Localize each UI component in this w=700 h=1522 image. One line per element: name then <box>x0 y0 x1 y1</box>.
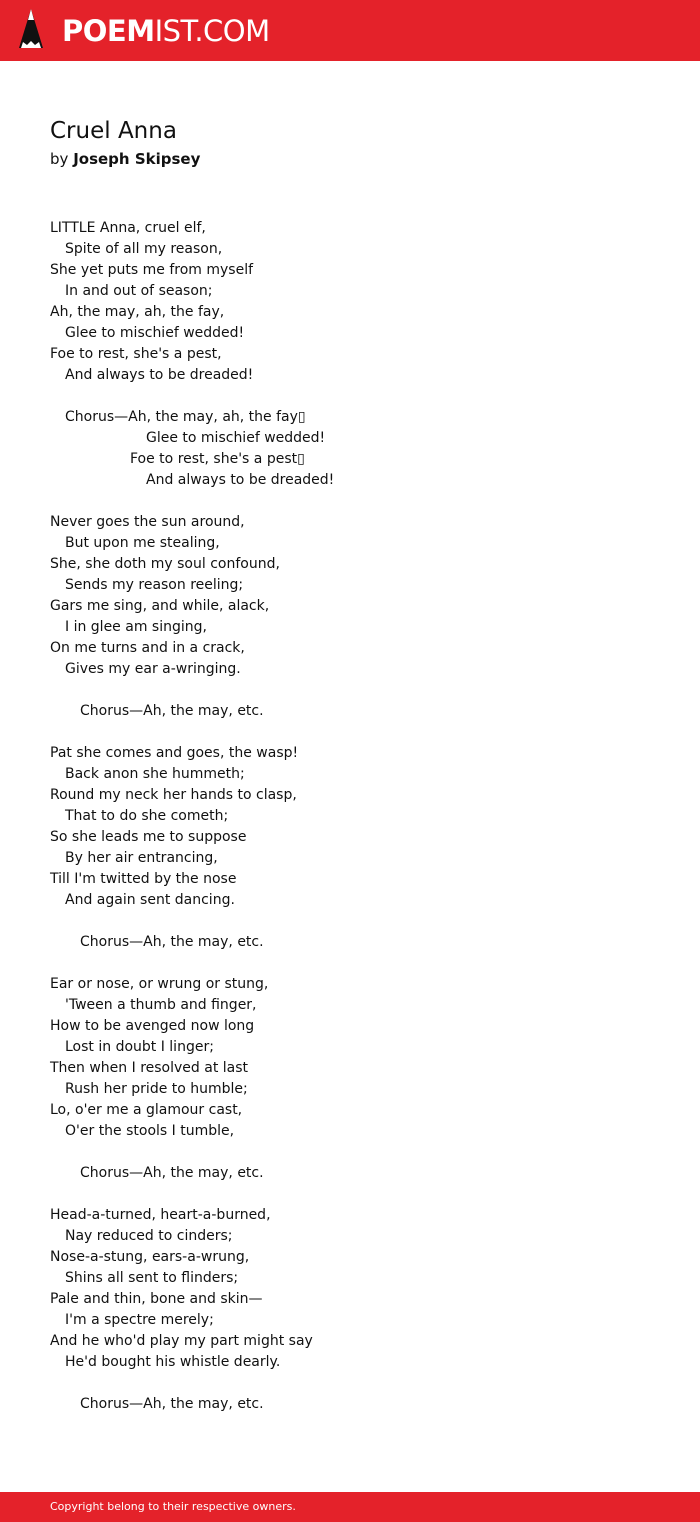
poem-line: LITTLE Anna, cruel elf, <box>50 220 206 236</box>
poem-line: Nose-a-stung, ears-a-wrung, <box>50 1249 250 1265</box>
poem-line: Spite of all my reason, <box>65 241 223 257</box>
poem-title: Cruel Anna <box>50 118 177 144</box>
stanza-break <box>50 953 670 974</box>
poem-line: She, she doth my soul confound, <box>50 556 280 572</box>
stanza-break <box>50 386 670 407</box>
poem-line: And always to be dreaded! <box>65 367 254 383</box>
poem-body <box>50 218 670 1415</box>
author-name: Joseph Skipsey <box>73 150 201 168</box>
poem-line: That to do she cometh; <box>65 808 229 824</box>
poem-line: O'er the stools I tumble, <box>65 1123 235 1139</box>
byline-prefix: by <box>50 150 69 168</box>
site-header <box>0 0 700 61</box>
poem-line: Nay reduced to cinders; <box>65 1228 233 1244</box>
stanza-break <box>50 1184 670 1205</box>
poem-line: Lo, o'er me a glamour cast, <box>50 1102 243 1118</box>
poem-line: She yet puts me from myself <box>50 262 254 278</box>
poem-line: Till I'm twitted by the nose <box>50 871 237 887</box>
poem-line: Chorus—Ah, the may, etc. <box>80 934 264 950</box>
poem-line: Chorus—Ah, the may, etc. <box>80 1165 264 1181</box>
poem-line: Chorus—Ah, the may, etc. <box>80 1396 264 1412</box>
poem-line: Sends my reason reeling; <box>65 577 244 593</box>
logo-text-light: IST.COM <box>154 14 270 48</box>
poem-line: Foe to rest, she's a pest▯ <box>130 451 305 467</box>
poem-line: I'm a spectre merely; <box>65 1312 214 1328</box>
poem-line: Never goes the sun around, <box>50 514 245 530</box>
logo-text-bold: POEM <box>62 14 155 48</box>
poem-line: He'd bought his whistle dearly. <box>65 1354 281 1370</box>
copyright-text: Copyright belong to their respective owners. <box>50 1500 296 1513</box>
site-logo[interactable] <box>62 11 270 51</box>
poem-line: Gives my ear a-wringing. <box>65 661 241 677</box>
poem-line: Lost in doubt I linger; <box>65 1039 214 1055</box>
poem-line: Ear or nose, or wrung or stung, <box>50 976 269 992</box>
poem-line: Then when I resolved at last <box>50 1060 249 1076</box>
site-footer <box>0 1492 700 1522</box>
poem-line: Glee to mischief wedded! <box>65 325 245 341</box>
stanza-break <box>50 722 670 743</box>
poem-line: 'Tween a thumb and finger, <box>65 997 257 1013</box>
stanza-break <box>50 911 670 932</box>
poem-line: Shins all sent to flinders; <box>65 1270 239 1286</box>
poem-line: Chorus—Ah, the may, etc. <box>80 703 264 719</box>
poem-line: Glee to mischief wedded! <box>146 430 326 446</box>
poem-line: Rush her pride to humble; <box>65 1081 248 1097</box>
poem-line: How to be avenged now long <box>50 1018 255 1034</box>
poem-line: So she leads me to suppose <box>50 829 247 845</box>
poem-line: On me turns and in a crack, <box>50 640 245 656</box>
poem-line: Foe to rest, she's a pest, <box>50 346 222 362</box>
pencil-tip-icon[interactable] <box>17 8 45 52</box>
byline <box>50 148 200 170</box>
poem-line: Pat she comes and goes, the wasp! <box>50 745 299 761</box>
poem-line: Round my neck her hands to clasp, <box>50 787 297 803</box>
poem-line: Back anon she hummeth; <box>65 766 245 782</box>
poem-line: I in glee am singing, <box>65 619 207 635</box>
poem-line: Gars me sing, and while, alack, <box>50 598 270 614</box>
poem-line: Chorus—Ah, the may, ah, the fay▯ <box>65 409 306 425</box>
poem-line: By her air entrancing, <box>65 850 218 866</box>
poem-line: Head-a-turned, heart-a-burned, <box>50 1207 271 1223</box>
poem-line: But upon me stealing, <box>65 535 220 551</box>
stanza-break <box>50 491 670 512</box>
stanza-break <box>50 680 670 701</box>
stanza-break <box>50 1373 670 1394</box>
stanza-break <box>50 1142 670 1163</box>
poem-line: In and out of season; <box>65 283 213 299</box>
poem-line: Ah, the may, ah, the fay, <box>50 304 225 320</box>
poem-line: Pale and thin, bone and skin— <box>50 1291 263 1307</box>
poem-line: And again sent dancing. <box>65 892 235 908</box>
poem-line: And always to be dreaded! <box>146 472 335 488</box>
poem-line: And he who'd play my part might say <box>50 1333 313 1349</box>
